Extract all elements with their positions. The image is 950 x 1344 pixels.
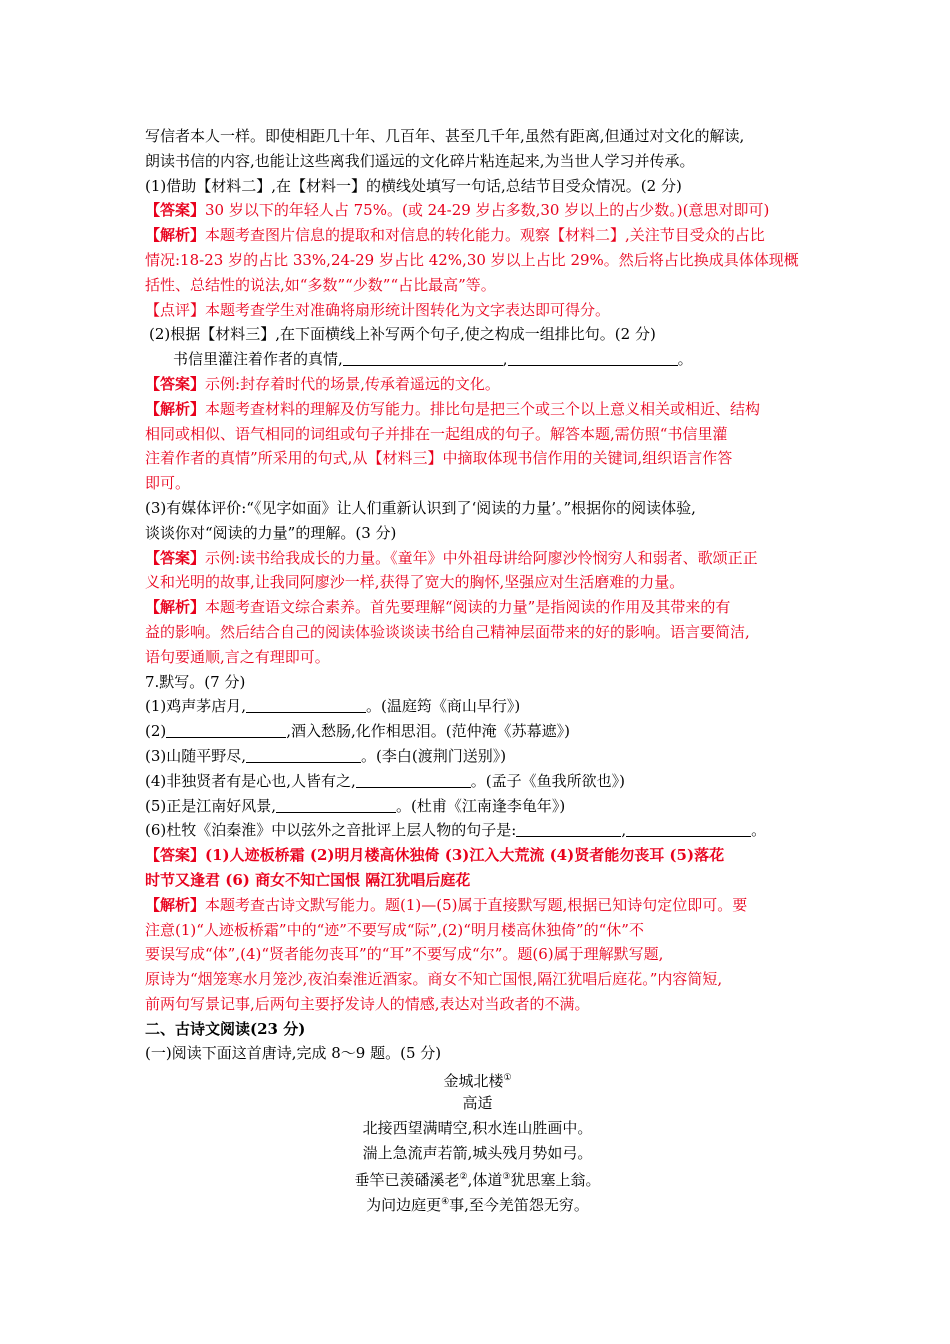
answer-text: 30 岁以下的年轻人占 75%。(或 24-29 岁占多数,30 岁以上的占少数。)(意思对即可) — [205, 201, 770, 220]
fill-blank — [166, 721, 286, 738]
q1-comment — [145, 298, 810, 323]
poem-line: 北接西望满晴空,积水连山胜画中。 — [362, 1118, 593, 1137]
poem-line — [145, 1190, 810, 1215]
page-content — [145, 124, 810, 1215]
q7-item — [145, 744, 810, 769]
q3-analysis-line: 益的影响。然后结合自己的阅读体验谈谈读书给自己精神层面带来的好的影响。语言要简洁, — [145, 622, 750, 641]
analysis-tag: 【解析】 — [145, 399, 206, 418]
poem-title-text: 金城北楼 — [443, 1072, 504, 1091]
footnote-mark: ③ — [502, 1172, 511, 1183]
fill-blank — [276, 796, 396, 813]
footnote-mark: ① — [503, 1073, 512, 1084]
item-pre: (4)非独贤者有是心也,人皆有之, — [145, 771, 356, 790]
analysis-text: 本题考查古诗文默写能力。题(1)—(5)属于直接默写题,根据已知诗句定位即可。要 — [205, 895, 748, 914]
poem-text: 事,至今羌笛怨无穷。 — [449, 1196, 589, 1215]
q3-question-line: 谈谈你对“阅读的力量”的理解。(3 分) — [145, 523, 397, 542]
analysis-text: 本题考查材料的理解及仿写能力。排比句是把三个或三个以上意义相关或相近、结构 — [205, 399, 761, 418]
separator: , — [621, 821, 627, 840]
q7-item — [145, 719, 810, 744]
q7-item-6 — [145, 818, 810, 843]
item-pre: (3)山随平野尽, — [145, 746, 247, 765]
q1-answer — [145, 198, 810, 223]
fill-blank — [246, 746, 361, 763]
poem-text: 为问边庭更 — [366, 1196, 442, 1215]
item-pre: (6)杜牧《泊秦淮》中以弦外之音批评上层人物的句子是: — [145, 821, 517, 840]
footnote-mark: ② — [459, 1172, 468, 1183]
q7-title: 7.默写。(7 分) — [145, 672, 246, 691]
answer-tag: 【答案】 — [145, 548, 206, 567]
q2-analysis-line: 相同或相似、语气相同的词组或句子并排在一起组成的句子。解答本题,需仿照“书信里灌 — [145, 424, 728, 443]
poem-title — [145, 1066, 810, 1091]
q2-analysis — [145, 397, 810, 422]
q2-prompt-text: 书信里灌注着作者的真情, — [173, 350, 343, 369]
q7-analysis-line: 前两句写景记事,后两句主要抒发诗人的情感,表达对当政者的不满。 — [145, 994, 590, 1013]
item-pre: (2) — [145, 722, 167, 741]
answer-tag: 【答案】 — [145, 374, 206, 393]
item-post: 。(温庭筠《商山早行》) — [366, 697, 521, 716]
analysis-tag: 【解析】 — [145, 226, 206, 245]
period: 。 — [677, 350, 693, 369]
poem-author: 高适 — [462, 1094, 493, 1113]
poem-line: 湍上急流声若箭,城头残月势如弓。 — [362, 1143, 593, 1162]
poem-text: 犹思塞上翁。 — [510, 1171, 601, 1190]
q2-question: (2)根据【材料三】,在下面横线上补写两个句子,使之构成一组排比句。(2 分) — [149, 325, 656, 344]
q2-answer — [145, 372, 810, 397]
poem-line — [145, 1165, 810, 1190]
q7-analysis-line: 注意(1)“人迹板桥霜”中的“迹”不要写成“际”,(2)“明月楼高休独倚”的“休”不 — [145, 920, 644, 939]
q3-answer — [145, 546, 810, 571]
section-subheading: (一)阅读下面这首唐诗,完成 8～9 题。(5 分) — [145, 1044, 442, 1063]
item-post: ,酒入愁肠,化作相思泪。(范仲淹《苏幕遮》) — [286, 722, 570, 741]
fill-blank — [626, 820, 751, 837]
item-post: 。(杜甫《江南逢李龟年》) — [396, 796, 566, 815]
q3-analysis-line: 语句要通顺,言之有理即可。 — [145, 647, 330, 666]
q1-analysis — [145, 223, 810, 248]
fill-blank — [356, 771, 471, 788]
q7-answer-line: 时节又逢君 (6) 商女不知亡国恨 隔江犹唱后庭花 — [145, 870, 471, 889]
answer-text: 示例:读书给我成长的力量。《童年》中外祖母讲给阿廖沙怜悯穷人和弱者、歌颂正正 — [205, 548, 758, 567]
q3-analysis — [145, 595, 810, 620]
intro-line: 朗读书信的内容,也能让这些离我们遥远的文化碎片粘连起来,为当世人学习并传承。 — [145, 151, 695, 170]
comment-text: 本题考查学生对准确将扇形统计图转化为文字表达即可得分。 — [205, 300, 611, 319]
comment-tag: 【点评】 — [145, 300, 206, 319]
answer-tag: 【答案】 — [145, 201, 206, 220]
separator: , — [502, 350, 508, 369]
q7-item — [145, 794, 810, 819]
period: 。 — [751, 821, 767, 840]
analysis-tag: 【解析】 — [145, 895, 206, 914]
analysis-text: 本题考查图片信息的提取和对信息的转化能力。观察【材料二】,关注节目受众的占比 — [205, 226, 765, 245]
fill-blank — [343, 349, 503, 366]
item-pre: (1)鸡声茅店月, — [145, 697, 247, 716]
fill-blank — [246, 696, 366, 713]
q1-analysis-line: 情况:18-23 岁的占比 33%,24-29 岁占比 42%,30 岁以上占比 29%。然后将占比换成具体体现概 — [145, 250, 799, 269]
item-post: 。(李白(渡荆门送别》) — [361, 746, 507, 765]
q2-analysis-line: 即可。 — [145, 474, 191, 493]
q1-analysis-line: 括性、总结性的说法,如“多数”“少数”“占比最高”等。 — [145, 275, 496, 294]
q2-prompt — [145, 347, 810, 372]
intro-line: 写信者本人一样。即使相距几十年、几百年、甚至几千年,虽然有距离,但通过对文化的解读, — [145, 127, 745, 145]
fill-blank — [516, 820, 621, 837]
q7-answer — [145, 843, 810, 868]
item-post: 。(孟子《鱼我所欲也》) — [470, 771, 626, 790]
q7-analysis — [145, 893, 810, 918]
answer-text: 示例:封存着时代的场景,传承着遥远的文化。 — [205, 374, 500, 393]
analysis-tag: 【解析】 — [145, 598, 206, 617]
answer-text: (1)人迹板桥霜 (2)明月楼高休独倚 (3)江入大荒流 (4)贤者能勿丧耳 (5)落花 — [205, 846, 725, 865]
q7-analysis-line: 要误写成“体”,(4)“贤者能勿丧耳”的“耳”不要写成“尔”。题(6)属于理解默写题, — [145, 945, 664, 964]
q2-analysis-line: 注着作者的真情”所采用的句式,从【材料三】中摘取体现书信作用的关键词,组织语言作答 — [145, 449, 733, 468]
poem-text: ,体道 — [467, 1171, 503, 1190]
analysis-text: 本题考查语文综合素养。首先要理解“阅读的力量”是指阅读的作用及其带来的有 — [205, 598, 731, 617]
q7-item — [145, 769, 810, 794]
answer-tag: 【答案】 — [145, 846, 206, 865]
footnote-mark: ④ — [441, 1197, 450, 1208]
fill-blank — [508, 349, 678, 366]
q7-analysis-line: 原诗为“烟笼寒水月笼沙,夜泊秦淮近酒家。商女不知亡国恨,隔江犹唱后庭花。”内容简短, — [145, 970, 723, 989]
item-pre: (5)正是江南好风景, — [145, 796, 277, 815]
poem-text: 垂竿已羡磻溪老 — [354, 1171, 460, 1190]
q7-item — [145, 694, 810, 719]
q1-question: (1)借助【材料二】,在【材料一】的横线处填写一句话,总结节目受众情况。(2 分) — [145, 176, 682, 195]
q3-question: (3)有媒体评价:“《见字如面》让人们重新认识到了‘阅读的力量’。”根据你的阅读体验, — [145, 498, 696, 517]
q3-answer-line: 义和光明的故事,让我同阿廖沙一样,获得了宽大的胸怀,坚强应对生活磨难的力量。 — [145, 573, 685, 592]
section-heading: 二、古诗文阅读(23 分) — [145, 1019, 306, 1038]
